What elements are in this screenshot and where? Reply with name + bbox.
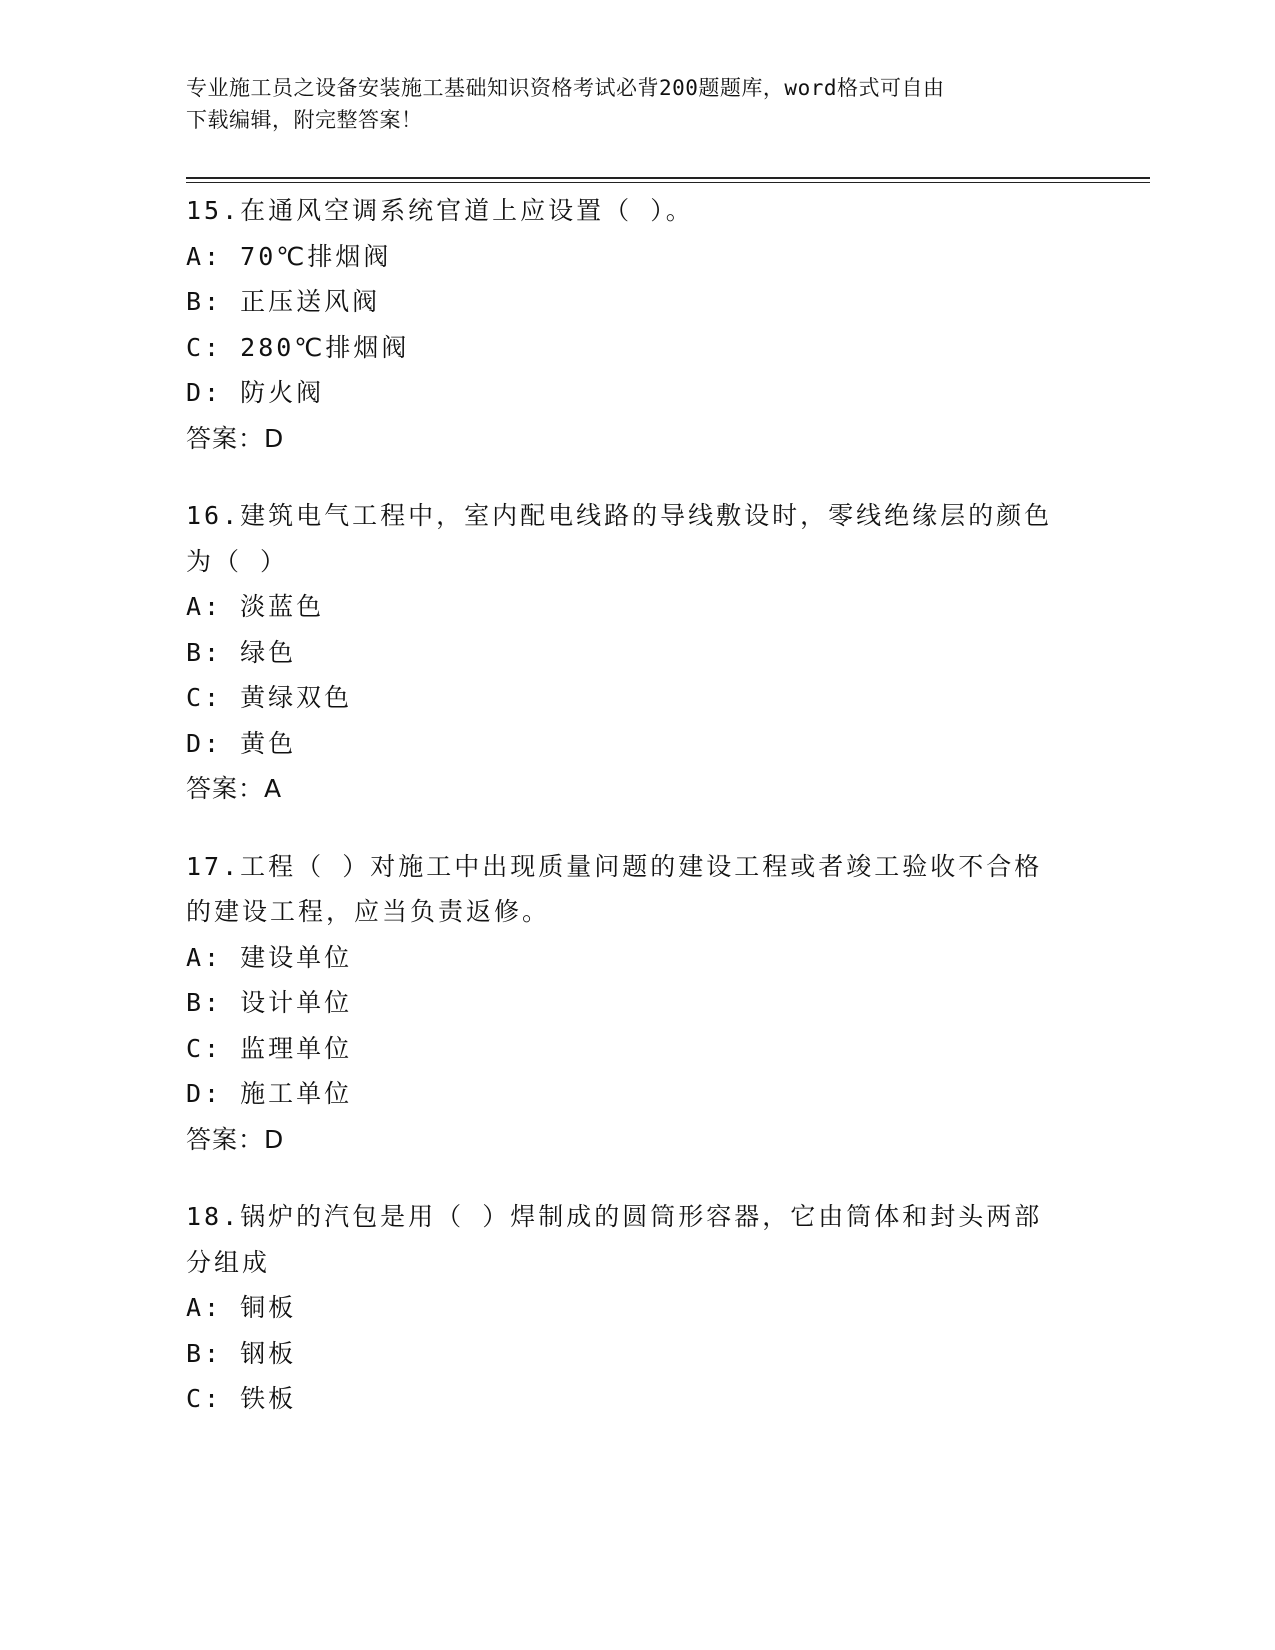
question-17 (186, 844, 1086, 1163)
option-b: B: 设计单位 (186, 988, 353, 1017)
question-stem-line-1: 18.锅炉的汽包是用（ ）焊制成的圆筒形容器，它由筒体和封头两部 (186, 1202, 1043, 1231)
option-a: A: 70℃排烟阀 (186, 241, 392, 271)
answer: 答案：A (186, 774, 283, 803)
option-b: B: 绿色 (186, 637, 297, 667)
answer: 答案：D (186, 423, 285, 453)
question-stem-line-2: 的建设工程，应当负责返修。 (186, 897, 551, 926)
option-c: C: 280℃排烟阀 (186, 332, 410, 362)
option-a: A: 淡蓝色 (186, 592, 325, 621)
document-header (186, 72, 1086, 136)
option-c: C: 黄绿双色 (186, 683, 353, 712)
header-divider-thin (186, 182, 1150, 183)
option-d: D: 防火阀 (186, 378, 325, 407)
option-b: B: 钢板 (186, 1338, 297, 1368)
header-line-1: 专业施工员之设备安装施工基础知识资格考试必背200题题库，word格式可自由 (186, 76, 945, 100)
option-c: C: 监理单位 (186, 1033, 353, 1063)
header-line-2: 下载编辑，附完整答案！ (186, 108, 423, 132)
question-16 (186, 493, 1086, 812)
option-a: A: 铜板 (186, 1293, 297, 1322)
question-18 (186, 1194, 1086, 1422)
question-stem-line-2: 分组成 (186, 1247, 271, 1277)
option-b: B: 正压送风阀 (186, 287, 381, 316)
option-d: D: 黄色 (186, 728, 297, 758)
header-divider-thick (186, 177, 1150, 179)
question-list (186, 188, 1086, 1454)
question-stem-line-2: 为（ ） (186, 546, 289, 576)
question-stem: 15.在通风空调系统官道上应设置（ ）。 (186, 196, 694, 225)
option-a: A: 建设单位 (186, 942, 353, 972)
question-stem-line-1: 16.建筑电气工程中，室内配电线路的导线敷设时，零线绝缘层的颜色 (186, 501, 1053, 530)
answer: 答案：D (186, 1124, 285, 1154)
question-15 (186, 188, 1086, 461)
question-stem-line-1: 17.工程（ ）对施工中出现质量问题的建设工程或者竣工验收不合格 (186, 851, 1043, 881)
option-d: D: 施工单位 (186, 1079, 353, 1108)
option-c: C: 铁板 (186, 1384, 297, 1413)
